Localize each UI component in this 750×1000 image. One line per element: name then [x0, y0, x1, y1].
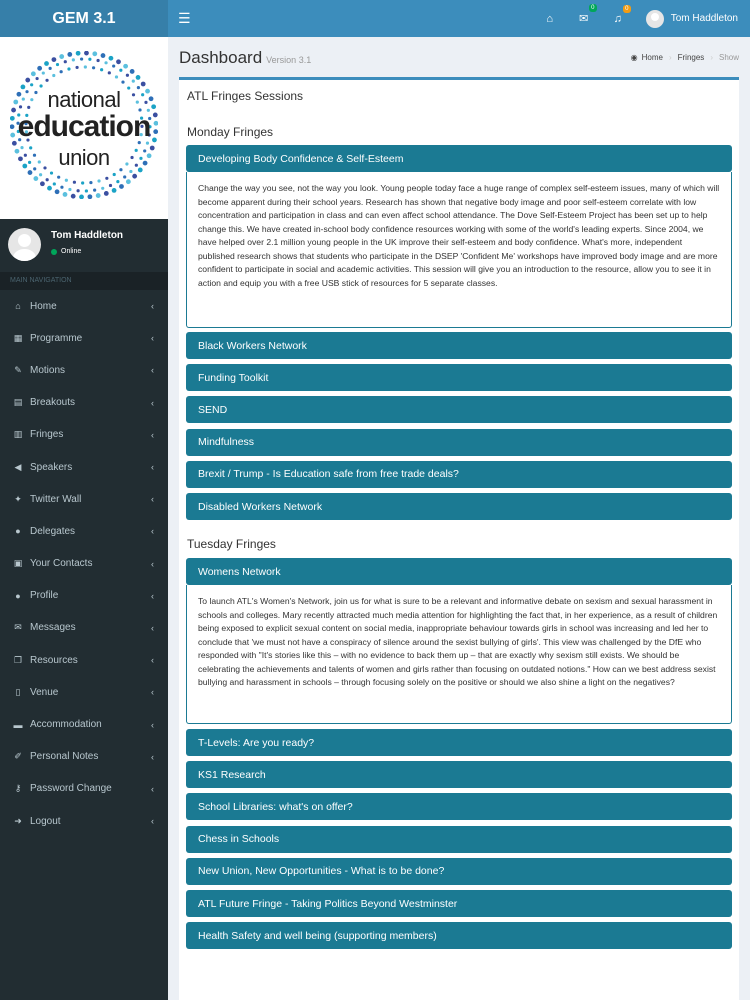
sidebar-item-accommodation[interactable]: [0, 708, 168, 740]
fringe-panel-header[interactable]: Health Safety and well being (supporting members): [186, 922, 732, 949]
chevron-left-icon: ‹: [151, 783, 154, 794]
menu-item-label: Venue: [30, 686, 59, 698]
avatar: [8, 228, 41, 261]
chevron-left-icon: ‹: [151, 558, 154, 569]
fringe-panel-header[interactable]: Disabled Workers Network: [186, 493, 732, 520]
chevron-left-icon: ‹: [151, 719, 154, 730]
fringe-panel-header[interactable]: School Libraries: what's on offer?: [186, 793, 732, 820]
menu-item-icon: ⌂: [15, 301, 21, 312]
menu-item-label: Fringes: [30, 429, 64, 441]
menu-item-icon: ⚷: [14, 783, 22, 794]
chevron-left-icon: ‹: [151, 494, 154, 505]
fringe-panel-header[interactable]: T-Levels: Are you ready?: [186, 729, 732, 756]
sidebar-item-venue[interactable]: [0, 676, 168, 708]
menu-item-icon: ●: [15, 526, 21, 537]
chevron-left-icon: ‹: [151, 816, 154, 827]
menu-item-icon: ✦: [14, 493, 22, 504]
menu-item-icon: ◀: [14, 461, 22, 472]
menu-item-icon: ▤: [13, 397, 23, 408]
bell-icon[interactable]: ♫ 0: [612, 13, 624, 25]
sidebar-item-your-contacts[interactable]: [0, 548, 168, 580]
sidebar-item-logout[interactable]: [0, 805, 168, 837]
fringe-panel-header[interactable]: ATL Future Fringe - Taking Politics Beyond Westminster: [186, 890, 732, 917]
menu-item-icon: ✐: [14, 751, 22, 762]
mail-badge: 0: [589, 4, 597, 12]
fringe-panel-header[interactable]: Developing Body Confidence & Self-Esteem: [186, 145, 732, 172]
menu-item-icon: ▬: [13, 719, 23, 730]
fringe-panel-header[interactable]: Chess in Schools: [186, 826, 732, 853]
user-status-text: Online: [61, 248, 82, 255]
sidebar-item-programme[interactable]: [0, 322, 168, 354]
chevron-left-icon: ‹: [151, 590, 154, 601]
chevron-left-icon: ‹: [151, 462, 154, 473]
page-title-text: Dashboard: [179, 48, 263, 67]
sidebar-item-delegates[interactable]: [0, 515, 168, 547]
sidebar-menu: [0, 290, 168, 837]
menu-item-label: Resources: [30, 654, 78, 666]
sidebar-item-resources[interactable]: [0, 644, 168, 676]
sidebar-item-profile[interactable]: [0, 580, 168, 612]
neu-logo: [0, 37, 168, 219]
home-icon[interactable]: ⌂: [546, 12, 554, 25]
menu-item-label: Accommodation: [30, 719, 102, 731]
sidebar-item-twitter-wall[interactable]: [0, 483, 168, 515]
sidebar-item-breakouts[interactable]: [0, 387, 168, 419]
chevron-left-icon: ‹: [151, 622, 154, 633]
menu-item-icon: ✉: [14, 622, 22, 633]
menu-item-icon: ▣: [13, 558, 23, 569]
menu-item-icon: ▥: [13, 429, 23, 440]
menu-item-label: Your Contacts: [30, 558, 93, 570]
fringe-panel-header[interactable]: KS1 Research: [186, 761, 732, 788]
chevron-left-icon: ‹: [151, 526, 154, 537]
fringe-panel-header[interactable]: Womens Network: [186, 558, 732, 585]
chevron-left-icon: ‹: [151, 397, 154, 408]
online-status-icon: [51, 249, 57, 255]
menu-item-icon: ✎: [14, 364, 22, 375]
content-wrapper: [168, 37, 750, 1000]
breadcrumb-separator: ›: [710, 53, 713, 62]
sidebar-item-home[interactable]: [0, 290, 168, 322]
chevron-left-icon: ‹: [151, 751, 154, 762]
user-menu[interactable]: [646, 10, 738, 28]
main-navigation-header: MAIN NAVIGATION: [0, 272, 168, 290]
fringe-panel-header[interactable]: New Union, New Opportunities - What is to be done?: [186, 858, 732, 885]
box-title: ATL Fringes Sessions: [187, 89, 304, 103]
page-title: [179, 48, 311, 68]
menu-item-label: Delegates: [30, 525, 76, 537]
top-navbar: [0, 0, 750, 37]
logo-line-union: union: [58, 145, 110, 170]
sidebar-toggle-icon[interactable]: ☰: [178, 10, 191, 26]
fringe-panel-body: To launch ATL's Women's Network, join us for what is sure to be a relevant and informative debate on sexism and sexual harassment in schools and colleges. Mary recently attracted much media attention for highlighting the fact that, in her experience, as a result of children being exposed to explicit sexual content on social media, inappropriate behaviour towards girls in school was increasing and led her to conclude that 'we must not have a conspiracy of silence around the sexist bullying of girls'. This view was challenged by the DfE who responded with "It's stories like this – with no evidence to back them up – that are exactly why sexism still exists. We should be celebrating the achievements and talents of women and girls rather than focusing on outdated notions." How can we best address sexist bullying and harassment in schools – through focusing solely on the positive or should we also shine a light on the negatives?: [186, 585, 732, 724]
chevron-left-icon: ‹: [151, 301, 154, 312]
menu-item-label: Home: [30, 300, 57, 312]
notification-badge: 0: [623, 5, 631, 13]
breadcrumb-separator: ›: [668, 53, 672, 62]
menu-item-label: Messages: [30, 622, 76, 634]
fringe-panel-header[interactable]: Brexit / Trump - Is Education safe from free trade deals?: [186, 461, 732, 488]
sidebar-item-motions[interactable]: [0, 354, 168, 386]
menu-item-icon: ●: [15, 590, 21, 601]
user-panel: [0, 219, 168, 272]
menu-item-label: Programme: [30, 332, 83, 344]
sidebar-item-speakers[interactable]: [0, 451, 168, 483]
tuesday-heading: Tuesday Fringes: [187, 537, 276, 551]
chevron-left-icon: ‹: [151, 655, 154, 666]
fringe-panel-header[interactable]: Mindfulness: [186, 429, 732, 456]
menu-item-label: Twitter Wall: [30, 493, 82, 505]
breadcrumb-fringes[interactable]: Fringes: [677, 53, 705, 62]
breadcrumb-home[interactable]: Home: [641, 53, 663, 62]
fringe-panel-header[interactable]: SEND: [186, 396, 732, 423]
logo-line-national: national: [47, 87, 121, 112]
fringes-box: [179, 77, 739, 1000]
navbar-right: [544, 0, 750, 37]
avatar: [646, 10, 664, 28]
menu-item-icon: ▦: [13, 332, 23, 343]
sidebar-item-personal-notes[interactable]: [0, 741, 168, 773]
logo-line-education: education: [17, 110, 151, 143]
chevron-left-icon: ‹: [151, 687, 154, 698]
menu-item-label: Speakers: [30, 461, 73, 473]
sidebar-item-fringes[interactable]: [0, 419, 168, 451]
dashboard-icon: ◉: [630, 53, 638, 62]
page-version: Version 3.1: [266, 55, 312, 65]
menu-item-icon: ▯: [15, 686, 21, 697]
menu-item-label: Logout: [30, 815, 61, 827]
menu-item-label: Profile: [30, 590, 59, 602]
menu-item-label: Personal Notes: [30, 751, 99, 763]
chevron-left-icon: ‹: [151, 333, 154, 344]
menu-item-label: Password Change: [30, 783, 112, 795]
menu-item-icon: ❐: [13, 654, 23, 665]
brand-logo[interactable]: GEM 3.1: [0, 0, 168, 37]
sidebar-item-password-change[interactable]: [0, 773, 168, 805]
menu-item-label: Motions: [30, 364, 66, 376]
user-status: [51, 248, 81, 255]
fringe-panel-body: Change the way you see, not the way you look. Young people today face a huge range of complex self-esteem issues, many of which will become apparent during their school years. Research has shown that negative body image and poor self-esteem correlate with low concentration and participation in class and can even affect school attendance. The Dove Self-Esteem Project has been set up to help change this. We have created in-school body confidence resources working with some of the world's leading experts. Since 2004, we have helped over 2.1 million young people in the UK improve their self-esteem and body confidence. What's more, independent published research shows that students who participate in the DSEP 'Confident Me' workshops have improved body image and are more confident to participate in social and academic activities. This session will give you an introduction to the resource, allow you to see it in action and equip you with a free USB stick of resources for 5 separate classes.: [186, 172, 732, 328]
breadcrumb-show: Show: [718, 53, 739, 62]
breadcrumb: [631, 53, 739, 62]
fringe-panel-header[interactable]: Black Workers Network: [186, 332, 732, 359]
sidebar: [0, 37, 168, 1000]
mail-icon[interactable]: ✉ 0: [578, 12, 590, 25]
sidebar-item-messages[interactable]: [0, 612, 168, 644]
chevron-left-icon: ‹: [151, 429, 154, 440]
fringe-panel-header[interactable]: Funding Toolkit: [186, 364, 732, 391]
menu-item-icon: ➜: [14, 815, 22, 826]
monday-heading: Monday Fringes: [187, 125, 274, 139]
user-menu-name: Tom Haddleton: [670, 13, 738, 24]
menu-item-label: Breakouts: [30, 397, 76, 409]
chevron-left-icon: ‹: [151, 365, 154, 376]
user-panel-name: Tom Haddleton: [51, 230, 124, 241]
